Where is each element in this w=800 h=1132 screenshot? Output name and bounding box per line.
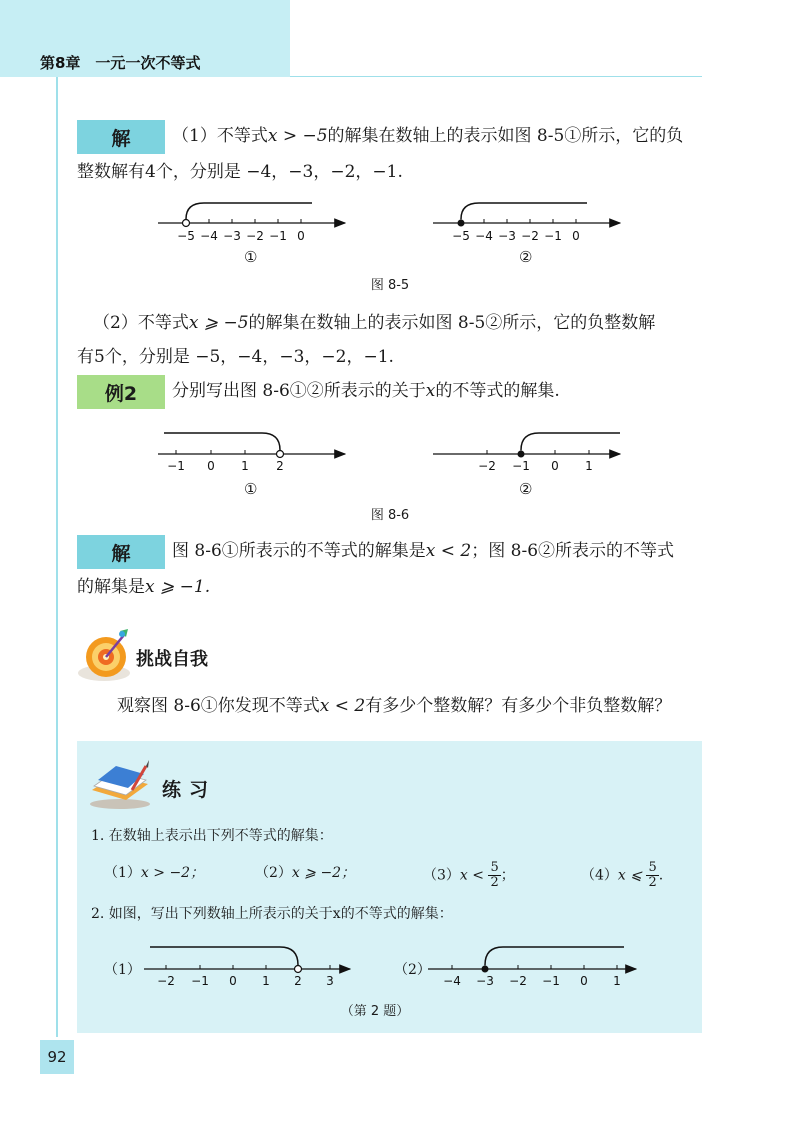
fraction (646, 861, 658, 890)
challenge-text-ineq: x < 2 (319, 696, 366, 716)
fig86-right-ticks (487, 450, 589, 454)
solution1-part1-a: （1）不等式 (172, 126, 268, 146)
practice-q1-item (581, 861, 663, 890)
solution2-line1 (172, 534, 674, 568)
fig85-right-solution-ray (461, 203, 587, 219)
fig86-right-closed-point (518, 451, 525, 458)
fig85-left-solution-ray (186, 203, 312, 219)
fig86-caption: 图 8-6 (370, 508, 410, 523)
fig85-caption: 图 8-5 (370, 278, 410, 293)
fig85-left-tick-label: −2 (246, 229, 264, 243)
practice-title: 练习 (162, 779, 217, 801)
figure-8-6 (150, 420, 630, 480)
fig86-right-tick-label: −2 (478, 459, 496, 473)
solution1-part1-ineq: x > −5 (267, 126, 328, 146)
fig86-left-tick-label: 1 (241, 459, 249, 473)
header-rule (290, 76, 702, 77)
q2-right-tick-label: −3 (476, 974, 494, 988)
fraction-numerator: 5 (490, 860, 499, 875)
figure-8-5 (150, 190, 630, 250)
fig86-right-tick-label: 0 (551, 459, 559, 473)
page-number: 92 (40, 1040, 74, 1074)
solution-tag: 解 (77, 535, 165, 569)
solution2-line1-ineq: x < 2 (425, 541, 472, 561)
item-label: （2） (255, 865, 292, 881)
fraction-denominator: 2 (648, 875, 657, 890)
solution1-part2-a: （2）不等式 (93, 313, 189, 333)
q2-left-tick-label: −2 (157, 974, 175, 988)
solution1-part2-ineq: x ⩾ −5 (188, 313, 249, 333)
example2-text-b: 的不等式的解集. (435, 381, 560, 401)
practice-q2: 2. 如图，写出下列数轴上所表示的关于x的不等式的解集： (91, 906, 453, 922)
q2-left-solution-ray (150, 947, 298, 965)
q2-left-label: （1） (104, 962, 141, 978)
books-icon (86, 760, 154, 810)
fig85-left-open-point (183, 220, 190, 227)
fig85-right-tick-label: −4 (475, 229, 493, 243)
fig86-left-solution-ray (164, 433, 280, 450)
fig85-left-tick-label: −4 (200, 229, 218, 243)
fig85-left-tick-label: −3 (223, 229, 241, 243)
practice-q1-item (255, 861, 355, 885)
fig85-left-tick-label: 0 (297, 229, 305, 243)
fig86-left-tick-label: −1 (167, 459, 185, 473)
practice-q1: 1. 在数轴上表示出下列不等式的解集： (91, 828, 333, 844)
fig85-right-ticks (461, 219, 576, 223)
example2-text-a: 分别写出图 8-6①②所表示的关于 (172, 381, 426, 401)
fig86-left-open-point (277, 451, 284, 458)
practice-q1-item (423, 861, 515, 890)
side-rule (56, 77, 58, 1037)
q2-left-tick-label: 0 (229, 974, 237, 988)
solution1-part2-line1 (93, 306, 655, 340)
fig85-right-tick-label: −1 (544, 229, 562, 243)
target-icon (76, 625, 136, 685)
q2-right-tick-label: −1 (542, 974, 560, 988)
challenge-text-b: 有多少个整数解？有多少个非负整数解？ (365, 696, 672, 716)
q2-right-solution-ray (485, 947, 624, 965)
fig86-left-tick-label: 2 (276, 459, 284, 473)
solution2-line2-ineq: x ⩾ −1. (145, 577, 211, 597)
fig85-right-label: ② (519, 248, 533, 266)
fraction-denominator: 2 (490, 875, 499, 890)
example2-text (172, 374, 560, 408)
q2-right-tick-label: −2 (509, 974, 527, 988)
challenge-title: 挑战自我 (136, 649, 208, 670)
fig85-left-tick-label: −1 (269, 229, 287, 243)
solution-tag: 解 (77, 120, 165, 154)
fig86-left-tick-label: 0 (207, 459, 215, 473)
fig86-right-tick-label: 1 (585, 459, 593, 473)
fig85-left-ticks (186, 219, 301, 223)
practice-q1-item (104, 861, 204, 885)
solution1-line2: 整数解有4个，分别是 −4，−3，−2，−1. (77, 162, 403, 182)
q2-right-tick-label: −4 (443, 974, 461, 988)
challenge-text (117, 689, 671, 723)
fig85-left-tick-label: −5 (177, 229, 195, 243)
q2-right-closed-point (482, 966, 489, 973)
fraction-numerator: 5 (648, 860, 657, 875)
item-label: （1） (104, 865, 141, 881)
fig85-left-label: ① (244, 248, 258, 266)
q2-left-tick-label: 1 (262, 974, 270, 988)
fig85-right-tick-label: −3 (498, 229, 516, 243)
item-tail: . (658, 867, 664, 884)
example2-var: x (425, 381, 436, 401)
item-expr: x ⩾ −2； (291, 865, 356, 881)
fig86-left-label: ① (244, 480, 258, 498)
solution1-part2-line2: 有5个，分别是 −5，−4，−3，−2，−1. (77, 347, 394, 367)
solution1-part1-b: 的解集在数轴上的表示如图 8-5①所示，它的负 (327, 126, 684, 146)
q2-left-tick-label: 3 (326, 974, 334, 988)
solution2-line1-b: ；图 8-6②所表示的不等式 (471, 541, 675, 561)
solution2-line2-a: 的解集是 (77, 577, 145, 597)
item-expr: x ⩽ (617, 867, 642, 884)
q2-left-open-point (295, 966, 302, 973)
solution2-line1-a: 图 8-6①所表示的不等式的解集是 (172, 541, 426, 561)
solution1-part2-b: 的解集在数轴上的表示如图 8-5②所示，它的负整数解 (248, 313, 656, 333)
solution1-line1 (172, 119, 683, 153)
fig85-right-tick-label: 0 (572, 229, 580, 243)
item-label: （3） (423, 867, 460, 884)
fraction (488, 861, 500, 890)
q2-number-lines (140, 935, 660, 995)
q2-left-tick-label: 2 (294, 974, 302, 988)
q2-right-tick-label: 0 (580, 974, 588, 988)
item-tail: ； (500, 867, 515, 884)
fig85-right-closed-point (458, 220, 465, 227)
item-expr: x > −2； (140, 865, 205, 881)
fig85-right-tick-label: −2 (521, 229, 539, 243)
q2-left-tick-label: −1 (191, 974, 209, 988)
solution2-line2 (77, 570, 210, 604)
chapter-title: 第8章 一元一次不等式 (40, 54, 201, 72)
fig86-left-ticks (176, 450, 280, 454)
fig86-right-tick-label: −1 (512, 459, 530, 473)
q2-right-tick-label: 1 (613, 974, 621, 988)
fig86-right-solution-ray (521, 433, 620, 450)
example-tag: 例2 (77, 375, 165, 409)
fig85-right-tick-label: −5 (452, 229, 470, 243)
fig86-right-label: ② (519, 480, 533, 498)
item-expr: x < (459, 867, 484, 884)
item-label: （4） (581, 867, 618, 884)
q2-caption: （第 2 题） (340, 1004, 410, 1019)
challenge-text-a: 观察图 8-6①你发现不等式 (117, 696, 320, 716)
q2-right-label: （2） (394, 962, 431, 978)
